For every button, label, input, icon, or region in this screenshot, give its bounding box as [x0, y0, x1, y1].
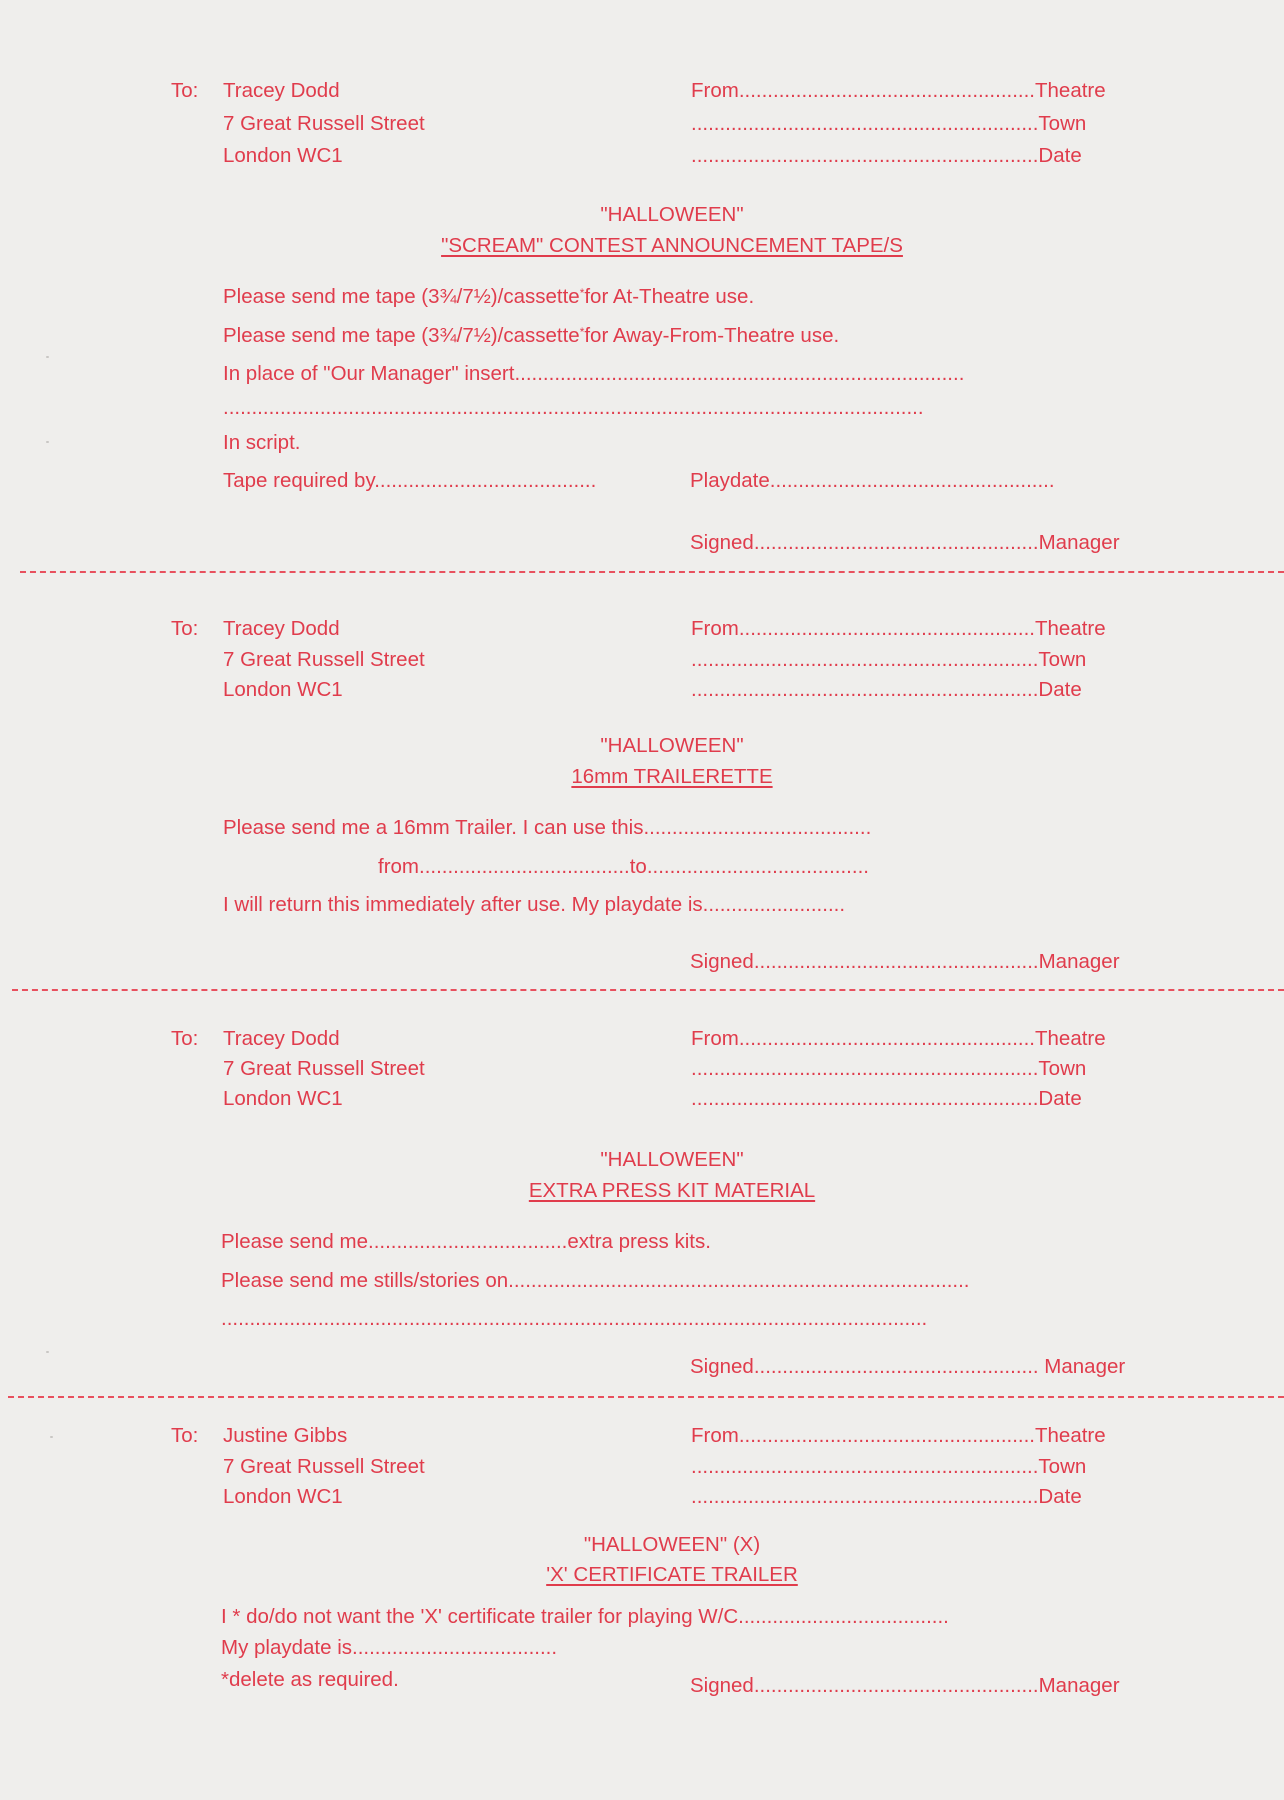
trailer-use-field[interactable]: Please send me a 16mm Trailer. I can use this........................................ — [223, 816, 872, 839]
return-playdate-field[interactable]: I will return this immediately after use. My playdate is......................... — [223, 893, 846, 916]
form-subtitle: EXTRA PRESS KIT MATERIAL — [528, 1179, 816, 1202]
manager-insert-continuation[interactable]: ........................................................................................................................... — [223, 396, 924, 419]
recipient-city: London WC1 — [223, 1485, 343, 1508]
press-kits-field[interactable]: Please send me...................................extra press kits. — [221, 1230, 711, 1253]
signed-manager-field[interactable]: Signed..................................................Manager — [690, 531, 1120, 554]
line-text: Please send me tape (3¾/7½)/cassette — [223, 324, 580, 347]
delete-note: *delete as required. — [221, 1668, 399, 1691]
form-subtitle: "SCREAM" CONTEST ANNOUNCEMENT TAPE/S — [441, 234, 903, 257]
date-field[interactable]: .............................................................Date — [691, 144, 1082, 167]
signed-manager-field[interactable]: Signed..................................................Manager — [690, 950, 1120, 973]
manager-insert-field[interactable]: In place of "Our Manager" insert............................................................................... — [223, 362, 965, 385]
recipient-street: 7 Great Russell Street — [223, 112, 425, 135]
asterisk-mark: * — [579, 286, 585, 300]
paper-speck — [46, 1351, 49, 1353]
recipient-city: London WC1 — [223, 144, 343, 167]
recipient-city: London WC1 — [223, 1087, 343, 1110]
tape-required-field[interactable]: Tape required by....................................... — [223, 469, 597, 492]
form-subtitle: 16mm TRAILERETTE — [571, 765, 773, 788]
playdate-field[interactable]: Playdate.................................................. — [690, 469, 1055, 492]
signed-manager-field[interactable]: Signed..................................................Manager — [690, 1674, 1120, 1697]
form-title: "HALLOWEEN" — [600, 203, 744, 226]
from-theatre-field[interactable]: From....................................................Theatre — [691, 1027, 1106, 1050]
paper-speck — [50, 1436, 53, 1438]
stills-stories-field[interactable]: Please send me stills/stories on................................................................................. — [221, 1269, 970, 1292]
town-field[interactable]: .............................................................Town — [691, 648, 1087, 671]
form-title: "HALLOWEEN" — [600, 1148, 744, 1171]
from-theatre-field[interactable]: From....................................................Theatre — [691, 1424, 1106, 1447]
recipient-name: Tracey Dodd — [223, 79, 340, 102]
playdate-field[interactable]: My playdate is.................................... — [221, 1636, 558, 1659]
in-script-label: In script. — [223, 431, 301, 454]
tape-at-theatre-line[interactable] — [223, 287, 754, 308]
line-text: for At-Theatre use. — [584, 285, 755, 308]
form-title: "HALLOWEEN" (X) — [583, 1533, 761, 1556]
line-text: for Away-From-Theatre use. — [584, 324, 840, 347]
from-theatre-field[interactable]: From....................................................Theatre — [691, 79, 1106, 102]
town-field[interactable]: .............................................................Town — [691, 1057, 1087, 1080]
recipient-name: Tracey Dodd — [223, 1027, 340, 1050]
tape-away-line[interactable] — [223, 326, 839, 347]
x-trailer-choice-field[interactable]: I * do/do not want the 'X' certificate trailer for playing W/C..................................... — [221, 1605, 949, 1628]
stills-stories-continuation[interactable]: ............................................................................................................................ — [221, 1307, 928, 1330]
paper-speck — [46, 356, 49, 358]
recipient-street: 7 Great Russell Street — [223, 1057, 425, 1080]
to-label: To: — [171, 79, 199, 102]
to-label: To: — [171, 617, 199, 640]
town-field[interactable]: .............................................................Town — [691, 1455, 1087, 1478]
to-label: To: — [171, 1424, 199, 1447]
recipient-city: London WC1 — [223, 678, 343, 701]
cut-line — [12, 989, 1284, 991]
date-field[interactable]: .............................................................Date — [691, 678, 1082, 701]
town-field[interactable]: .............................................................Town — [691, 112, 1087, 135]
recipient-name: Justine Gibbs — [223, 1424, 348, 1447]
asterisk-mark: * — [579, 325, 585, 339]
from-theatre-field[interactable]: From....................................................Theatre — [691, 617, 1106, 640]
line-text: Please send me tape (3¾/7½)/cassette — [223, 285, 580, 308]
cut-line — [8, 1396, 1284, 1398]
signed-manager-field[interactable]: Signed.................................................. Manager — [690, 1355, 1126, 1378]
recipient-street: 7 Great Russell Street — [223, 648, 425, 671]
date-field[interactable]: .............................................................Date — [691, 1087, 1082, 1110]
recipient-street: 7 Great Russell Street — [223, 1455, 425, 1478]
form-subtitle: 'X' CERTIFICATE TRAILER — [546, 1563, 798, 1586]
form-title: "HALLOWEEN" — [600, 734, 744, 757]
to-label: To: — [171, 1027, 199, 1050]
from-to-dates-field[interactable]: from.....................................to....................................... — [378, 855, 869, 878]
recipient-name: Tracey Dodd — [223, 617, 340, 640]
paper-speck — [46, 441, 49, 443]
cut-line — [20, 571, 1284, 573]
date-field[interactable]: .............................................................Date — [691, 1485, 1082, 1508]
